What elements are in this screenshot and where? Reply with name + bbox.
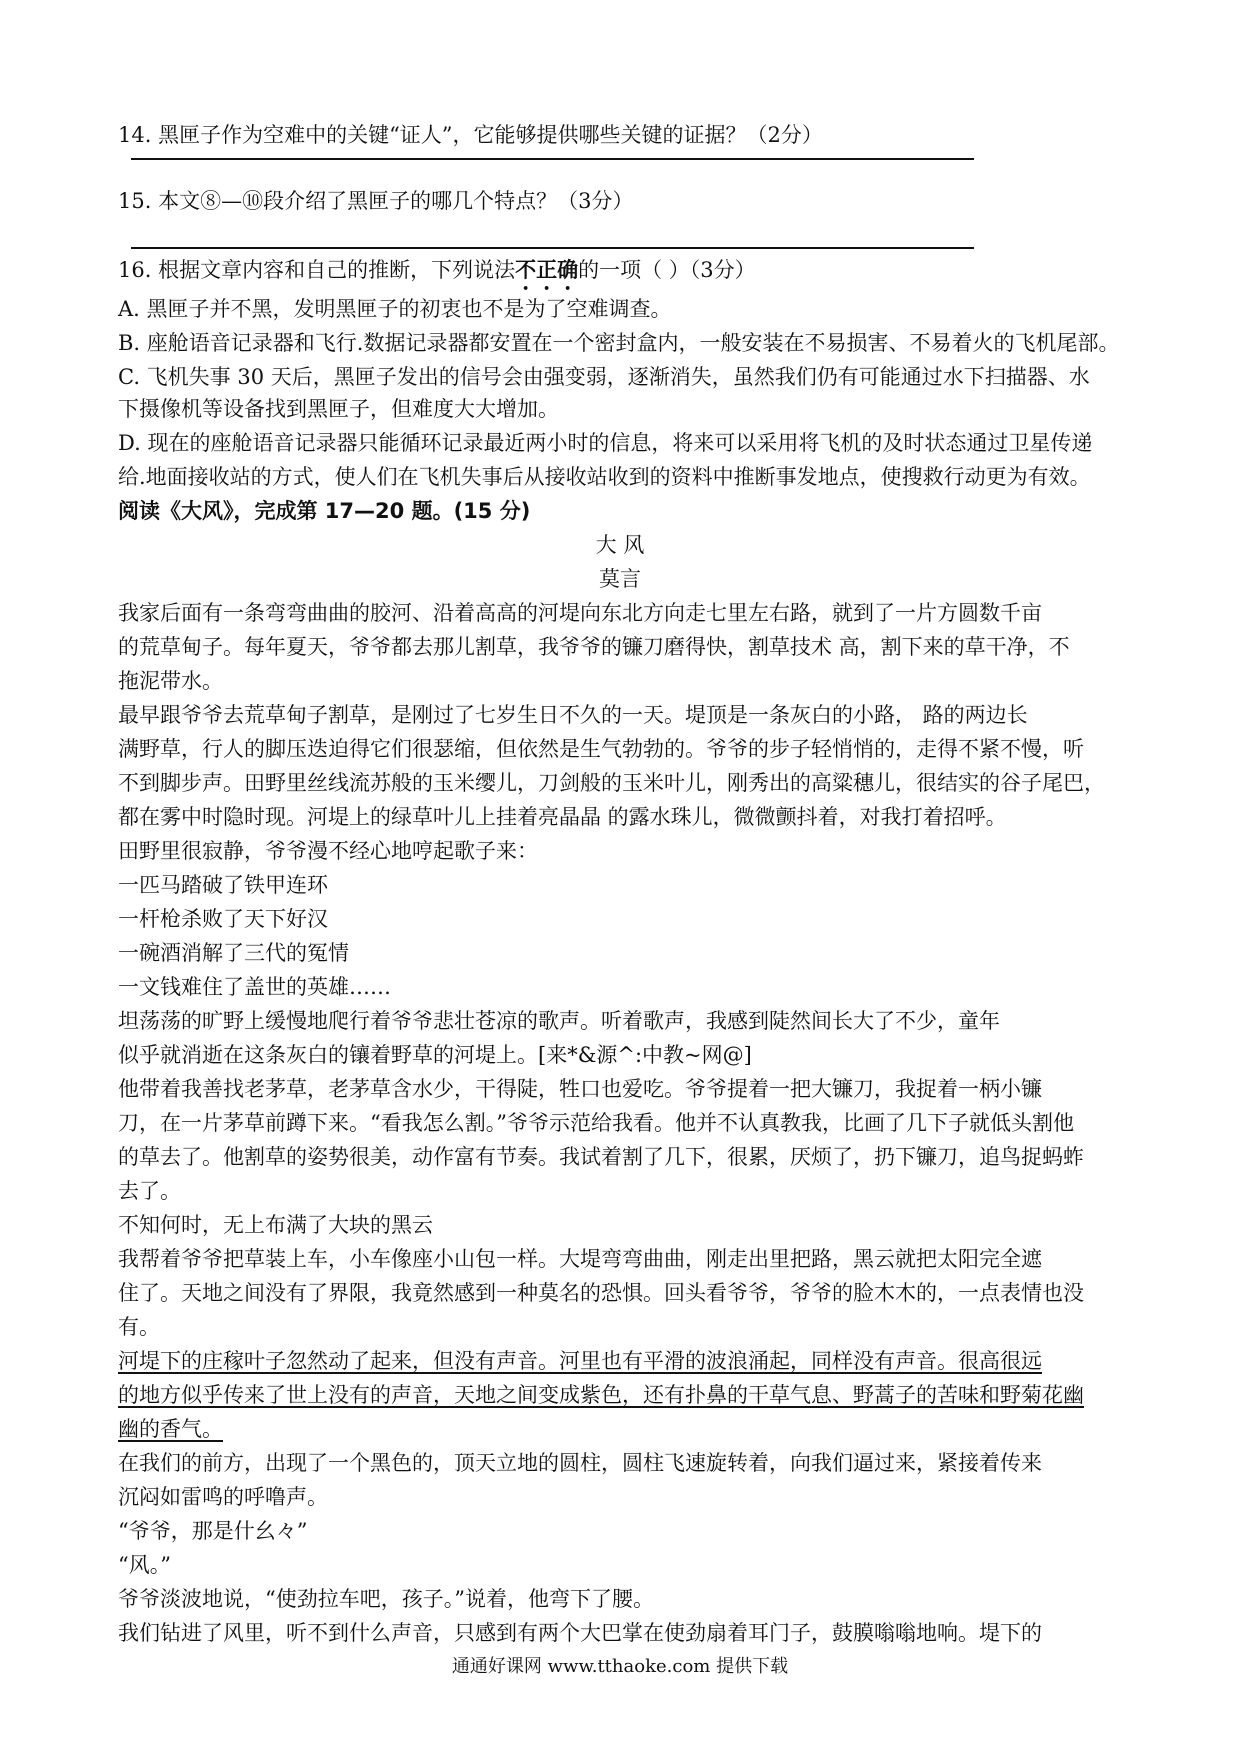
underlined-passage-line: 幽的香气。 xyxy=(118,1417,223,1441)
paragraph-line: 似乎就消逝在这条灰白的镶着野草的河堤上。[来*&源^:中教~网@] xyxy=(118,1043,752,1067)
paragraph-line: 坦荡荡的旷野上缓慢地爬行着爷爷悲壮苍凉的歌声。听着歌声，我感到陡然间长大了不少，童年 xyxy=(118,1009,1000,1033)
underlined-passage-line: 的地方似乎传来了世上没有的声音，天地之间变成紫色，还有扑鼻的干草气息、野蒿子的苦味和野菊花幽 xyxy=(118,1383,1084,1407)
question-16-emphasis: 不正确 xyxy=(515,257,579,282)
paragraph-line: 满野草，行人的脚压迭迫得它们很瑟缩，但依然是生气勃勃的。爷爷的步子轻悄悄的，走得不紧不慢，听 xyxy=(118,737,1084,761)
paragraph-line: 去了。 xyxy=(118,1179,181,1203)
question-15: 15. 本文⑧—⑩段介绍了黑匣子的哪几个特点？（3分） xyxy=(118,189,634,213)
paragraph-line: 拖泥带水。 xyxy=(118,669,223,693)
paragraph-line: 最早跟爷爷去荒草甸子割草，是刚过了七岁生日不久的一天。堤顶是一条灰白的小路， 路的两边长 xyxy=(118,703,1028,727)
paragraph-line: 田野里很寂静，爷爷漫不经心地哼起歌子来： xyxy=(118,839,538,863)
paragraph-line: 在我们的前方，出现了一个黑色的，顶天立地的圆柱，圆柱飞速旋转着，向我们逼过来，紧接着传来 xyxy=(118,1451,1042,1475)
paragraph-line: 爷爷淡波地说，“使劲拉车吧，孩子。”说着，他弯下了腰。 xyxy=(118,1587,654,1611)
option-c-line-1: C. 飞机失事 30 天后，黑匣子发出的信号会由强变弱，逐渐消失，虽然我们仍有可能通过水下扫描器、水 xyxy=(118,365,1090,389)
paragraph-line: 都在雾中时隐时现。河堤上的绿草叶儿上挂着亮晶晶 的露水珠儿，微微颤抖着，对我打着招呼。 xyxy=(118,805,1007,829)
reading-instruction: 阅读《大风》，完成第 17—20 题。(15 分) xyxy=(118,499,531,523)
song-line: 一碗酒消解了三代的冤情 xyxy=(118,941,349,965)
song-line: 一杆枪杀败了天下好汉 xyxy=(118,907,328,931)
answer-line-14 xyxy=(131,158,974,160)
question-16 xyxy=(118,255,1130,295)
question-16-suffix: 的一项（ ）（3分） xyxy=(578,258,756,282)
article-title: 大 风 xyxy=(595,533,645,557)
page-footer: 通通好课网 www.tthaoke.com 提供下载 xyxy=(451,1656,789,1677)
paragraph-line: 住了。天地之间没有了界限，我竟然感到一种莫名的恐惧。回头看爷爷，爷爷的脸木木的，一点表情也没 xyxy=(118,1281,1084,1305)
question-14: 14. 黑匣子作为空难中的关键“证人”，它能够提供哪些关键的证据？（2分） xyxy=(118,123,823,147)
song-line: 一文钱难住了盖世的英雄…… xyxy=(118,975,391,999)
article-author: 莫言 xyxy=(599,567,641,591)
paragraph-line: 我家后面有一条弯弯曲曲的胶河、沿着高高的河堤向东北方向走七里左右路，就到了一片方圆数千亩 xyxy=(118,601,1042,625)
option-b: B. 座舱语音记录器和飞行.数据记录器都安置在一个密封盒内，一般安装在不易损害、不易着火的飞机尾部。 xyxy=(118,331,1120,355)
paragraph-line: 沉闷如雷鸣的呼噜声。 xyxy=(118,1485,328,1509)
answer-line-15 xyxy=(131,247,974,249)
paragraph-line: 的荒草甸子。每年夏天，爷爷都去那儿割草，我爷爷的镰刀磨得快，割草技术 高，割下来的草干净，不 xyxy=(118,635,1070,659)
paragraph-line: 我帮着爷爷把草装上车，小车像座小山包一样。大堤弯弯曲曲，刚走出里把路，黑云就把太阳完全遮 xyxy=(118,1247,1042,1271)
underlined-passage-line: 河堤下的庄稼叶子忽然动了起来，但没有声音。河里也有平滑的波浪涌起，同样没有声音。很高很远 xyxy=(118,1349,1042,1373)
paragraph-line: 我们钻进了风里，听不到什么声音，只感到有两个大巴掌在使劲扇着耳门子，鼓膜嗡嗡地响。堤下的 xyxy=(118,1621,1042,1645)
option-a: A. 黑匣子并不黑，发明黑匣子的初衷也不是为了空难调查。 xyxy=(118,297,672,321)
paragraph-line: 不知何时，无上布满了大块的黑云 xyxy=(118,1213,433,1237)
dialogue-line: “风。” xyxy=(118,1553,171,1577)
option-c-line-2: 下摄像机等设备找到黑匣子，但难度大大增加。 xyxy=(118,397,559,421)
song-line: 一匹马踏破了铁甲连环 xyxy=(118,873,328,897)
paragraph-line: 的草去了。他割草的姿势很美，动作富有节奏。我试着割了几下，很累，厌烦了，扔下镰刀，追鸟捉蚂蚱 xyxy=(118,1145,1084,1169)
paragraph-line: 他带着我善找老茅草，老茅草含水少，干得陡，牲口也爱吃。爷爷提着一把大镰刀，我捉着一柄小镰 xyxy=(118,1077,1042,1101)
paragraph-line: 不到脚步声。田野里丝线流苏般的玉米缨儿，刀剑般的玉米叶儿，刚秀出的高粱穗儿，很结实的谷子尾巴， xyxy=(118,771,1105,795)
dialogue-line: “爷爷，那是什幺々” xyxy=(118,1519,308,1543)
question-16-prefix: 16. 根据文章内容和自己的推断，下列说法 xyxy=(118,258,516,282)
option-d-line-2: 给.地面接收站的方式，使人们在飞机失事后从接收站收到的资料中推断事发地点，使搜救行动更为有效。 xyxy=(118,465,1091,489)
option-d-line-1: D. 现在的座舱语音记录器只能循环记录最近两小时的信息，将来可以采用将飞机的及时状态通过卫星传递 xyxy=(118,431,1093,455)
paragraph-line: 刀，在一片茅草前蹲下来。“看我怎么割。”爷爷示范给我看。他并不认真教我，比画了几下子就低头割他 xyxy=(118,1111,1074,1135)
paragraph-line: 有。 xyxy=(118,1315,160,1339)
